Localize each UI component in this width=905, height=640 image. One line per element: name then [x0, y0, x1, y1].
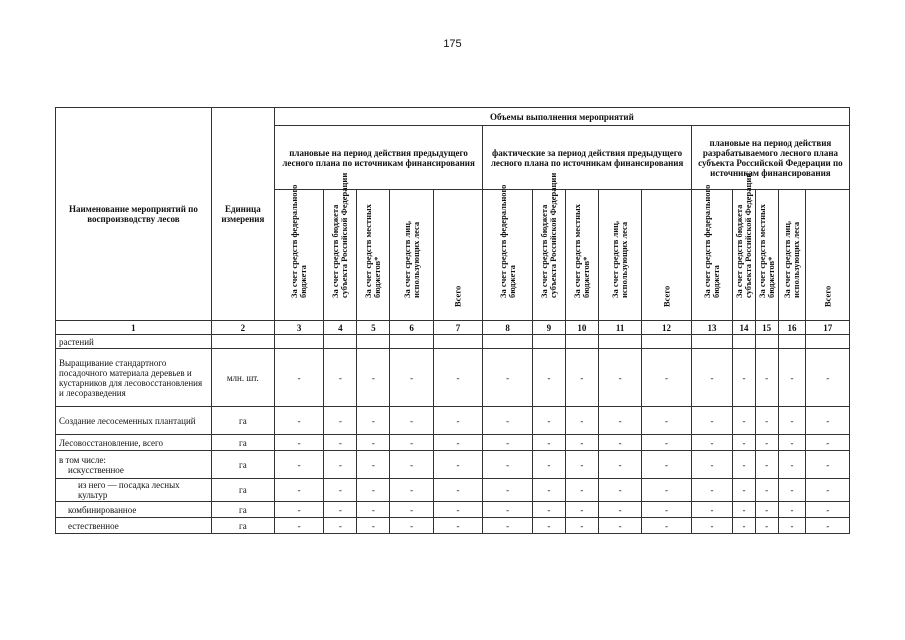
- value-cell: -: [733, 502, 756, 518]
- value-cell: -: [778, 349, 806, 407]
- header-subcolumn: [691, 184, 732, 321]
- column-number: 17: [806, 321, 850, 335]
- value-cell: -: [691, 451, 732, 479]
- value-cell: -: [642, 518, 692, 534]
- value-cell: -: [390, 349, 433, 407]
- value-cell: -: [806, 435, 850, 451]
- row-name: Выращивание стандартного посадочного материала деревьев и кустарников для лесовосстановления и лесоразведения: [56, 349, 212, 407]
- value-cell: [483, 335, 533, 349]
- value-cell: -: [598, 479, 641, 502]
- value-cell: -: [357, 479, 390, 502]
- header-subcolumn-label: Всего: [661, 285, 672, 307]
- value-cell: [532, 335, 565, 349]
- header-subcolumn: [357, 190, 390, 321]
- value-cell: -: [642, 502, 692, 518]
- value-cell: -: [357, 435, 390, 451]
- value-cell: [390, 335, 433, 349]
- column-number: 15: [755, 321, 778, 335]
- value-cell: -: [691, 479, 732, 502]
- value-cell: -: [324, 518, 357, 534]
- value-cell: -: [691, 349, 732, 407]
- value-cell: -: [778, 502, 806, 518]
- column-number: 4: [324, 321, 357, 335]
- table-row: [56, 502, 850, 518]
- table-row: [56, 451, 850, 479]
- value-cell: -: [806, 349, 850, 407]
- table-row: [56, 518, 850, 534]
- value-cell: -: [778, 518, 806, 534]
- value-cell: [324, 335, 357, 349]
- value-cell: -: [532, 435, 565, 451]
- value-cell: -: [691, 435, 732, 451]
- value-cell: -: [433, 518, 483, 534]
- header-subcolumn: [778, 190, 806, 321]
- value-cell: -: [733, 451, 756, 479]
- value-cell: -: [755, 407, 778, 435]
- table-row: [56, 335, 850, 349]
- header-subcolumn: [733, 172, 756, 321]
- header-group-planned-previous: плановые на период действия предыдущего лесного плана по источникам финансирования: [274, 126, 483, 190]
- value-cell: -: [390, 502, 433, 518]
- value-cell: [733, 335, 756, 349]
- column-number: 8: [483, 321, 533, 335]
- header-subcolumn: [274, 184, 324, 321]
- header-subcolumn: [324, 172, 357, 321]
- value-cell: -: [806, 518, 850, 534]
- value-cell: -: [755, 451, 778, 479]
- value-cell: -: [691, 502, 732, 518]
- value-cell: -: [324, 407, 357, 435]
- value-cell: -: [642, 349, 692, 407]
- value-cell: -: [755, 435, 778, 451]
- value-cell: -: [778, 479, 806, 502]
- header-subcolumn-label: За счет средств федерального бюджета: [289, 184, 309, 298]
- header-subcolumn-label: За счет средств федерального бюджета: [497, 184, 517, 298]
- column-number: 9: [532, 321, 565, 335]
- row-unit: га: [211, 479, 274, 502]
- value-cell: -: [433, 502, 483, 518]
- value-cell: -: [565, 502, 598, 518]
- header-subcolumn-label: Всего: [822, 285, 833, 307]
- value-cell: -: [324, 451, 357, 479]
- value-cell: -: [274, 518, 324, 534]
- value-cell: -: [483, 479, 533, 502]
- value-cell: -: [806, 407, 850, 435]
- header-subcolumn-label: За счет средств лиц, использующих леса: [781, 220, 801, 298]
- header-subcolumn: [806, 190, 850, 321]
- table-row: [56, 349, 850, 407]
- value-cell: [274, 335, 324, 349]
- value-cell: -: [598, 502, 641, 518]
- column-number: 16: [778, 321, 806, 335]
- value-cell: -: [565, 435, 598, 451]
- value-cell: -: [324, 479, 357, 502]
- value-cell: -: [755, 518, 778, 534]
- value-cell: -: [532, 451, 565, 479]
- row-name: Создание лесосеменных плантаций: [56, 407, 212, 435]
- value-cell: -: [778, 435, 806, 451]
- value-cell: -: [755, 479, 778, 502]
- value-cell: -: [565, 407, 598, 435]
- value-cell: -: [483, 349, 533, 407]
- value-cell: -: [565, 451, 598, 479]
- value-cell: -: [390, 518, 433, 534]
- row-name: Лесовосстановление, всего: [56, 435, 212, 451]
- header-subcolumn-label: За счет средств бюджета субъекта Российской Федерации: [538, 172, 558, 298]
- row-unit: га: [211, 502, 274, 518]
- value-cell: -: [274, 502, 324, 518]
- header-subcolumn: [433, 190, 483, 321]
- value-cell: -: [274, 451, 324, 479]
- value-cell: -: [357, 451, 390, 479]
- header-subcolumn-label: За счет средств бюджета субъекта Российской Федерации: [330, 172, 350, 298]
- header-unit: Единица измерения: [211, 108, 274, 321]
- column-number: 3: [274, 321, 324, 335]
- value-cell: [357, 335, 390, 349]
- value-cell: -: [433, 349, 483, 407]
- value-cell: -: [357, 407, 390, 435]
- value-cell: -: [390, 479, 433, 502]
- value-cell: -: [357, 349, 390, 407]
- value-cell: -: [324, 435, 357, 451]
- value-cell: [433, 335, 483, 349]
- table-row: [56, 479, 850, 502]
- value-cell: -: [733, 479, 756, 502]
- header-subcolumn: [532, 172, 565, 321]
- column-number: 13: [691, 321, 732, 335]
- value-cell: -: [565, 349, 598, 407]
- table-row: [56, 435, 850, 451]
- row-unit: га: [211, 407, 274, 435]
- row-unit: млн. шт.: [211, 349, 274, 407]
- value-cell: -: [598, 518, 641, 534]
- value-cell: -: [733, 518, 756, 534]
- value-cell: -: [642, 407, 692, 435]
- value-cell: -: [755, 349, 778, 407]
- table-row: [56, 407, 850, 435]
- value-cell: -: [778, 451, 806, 479]
- value-cell: -: [483, 518, 533, 534]
- value-cell: -: [324, 502, 357, 518]
- header-group-planned-new: плановые на период действия разрабатываемого лесного плана субъекта Российской Федерации по источникам финансирования: [691, 126, 849, 190]
- header-subcolumn-label: За счет средств лиц, использующих леса: [401, 220, 421, 298]
- value-cell: [565, 335, 598, 349]
- value-cell: -: [598, 407, 641, 435]
- row-unit: га: [211, 451, 274, 479]
- header-subcolumn-label: За счет средств бюджета субъекта Российской Федерации: [733, 172, 753, 298]
- header-subcolumn: [755, 190, 778, 321]
- value-cell: -: [433, 407, 483, 435]
- value-cell: -: [390, 451, 433, 479]
- header-subcolumn: [390, 190, 433, 321]
- value-cell: -: [598, 451, 641, 479]
- value-cell: -: [532, 518, 565, 534]
- value-cell: -: [565, 518, 598, 534]
- row-name: комбинированное: [56, 502, 212, 518]
- value-cell: -: [274, 435, 324, 451]
- row-name: из него — посадка лесных культур: [56, 479, 212, 502]
- value-cell: -: [532, 502, 565, 518]
- value-cell: -: [598, 435, 641, 451]
- header-subcolumn: [483, 184, 533, 321]
- value-cell: -: [806, 479, 850, 502]
- value-cell: -: [778, 407, 806, 435]
- column-number: 7: [433, 321, 483, 335]
- column-number: 2: [211, 321, 274, 335]
- value-cell: -: [642, 435, 692, 451]
- reforestation-table: [55, 107, 850, 534]
- value-cell: -: [433, 451, 483, 479]
- row-unit: га: [211, 435, 274, 451]
- value-cell: -: [532, 407, 565, 435]
- column-number: 5: [357, 321, 390, 335]
- row-unit: га: [211, 518, 274, 534]
- value-cell: -: [565, 479, 598, 502]
- value-cell: [598, 335, 641, 349]
- header-volumes: Объемы выполнения мероприятий: [274, 108, 849, 126]
- value-cell: -: [433, 435, 483, 451]
- value-cell: -: [642, 451, 692, 479]
- value-cell: -: [733, 435, 756, 451]
- value-cell: -: [755, 502, 778, 518]
- header-subcolumn: [642, 190, 692, 321]
- value-cell: -: [274, 349, 324, 407]
- value-cell: -: [483, 451, 533, 479]
- value-cell: -: [532, 349, 565, 407]
- value-cell: -: [324, 349, 357, 407]
- header-group-actual-previous: фактические за период действия предыдущего лесного плана по источникам финансирования: [483, 126, 692, 190]
- column-number: 6: [390, 321, 433, 335]
- page-number: 175: [443, 38, 462, 50]
- header-subcolumn-label: За счет средств местных бюджетов*: [571, 204, 591, 298]
- header-subcolumn: [565, 190, 598, 321]
- row-unit: [211, 335, 274, 349]
- header-subcolumn-label: За счет средств местных бюджетов*: [756, 204, 776, 298]
- value-cell: -: [274, 407, 324, 435]
- value-cell: -: [532, 479, 565, 502]
- value-cell: -: [483, 435, 533, 451]
- value-cell: -: [390, 435, 433, 451]
- value-cell: -: [806, 502, 850, 518]
- header-subcolumn-label: За счет средств лиц, использующих леса: [610, 220, 630, 298]
- value-cell: -: [357, 502, 390, 518]
- row-name: в том числе: искусственное: [56, 451, 212, 479]
- column-number: 10: [565, 321, 598, 335]
- value-cell: -: [733, 349, 756, 407]
- column-number: 12: [642, 321, 692, 335]
- header-subcolumn-label: За счет средств местных бюджетов*: [363, 204, 383, 298]
- value-cell: -: [806, 451, 850, 479]
- header-subcolumn-label: Всего: [452, 285, 463, 307]
- value-cell: -: [357, 518, 390, 534]
- header-name: Наименование мероприятий по воспроизводству лесов: [56, 108, 212, 321]
- value-cell: -: [483, 502, 533, 518]
- row-name: естественное: [56, 518, 212, 534]
- value-cell: [691, 335, 732, 349]
- value-cell: -: [642, 479, 692, 502]
- value-cell: -: [274, 479, 324, 502]
- value-cell: [755, 335, 778, 349]
- value-cell: -: [691, 407, 732, 435]
- value-cell: -: [433, 479, 483, 502]
- value-cell: -: [691, 518, 732, 534]
- value-cell: -: [390, 407, 433, 435]
- value-cell: [806, 335, 850, 349]
- column-number: 11: [598, 321, 641, 335]
- value-cell: -: [598, 349, 641, 407]
- header-subcolumn-label: За счет средств федерального бюджета: [701, 184, 721, 298]
- row-name: растений: [56, 335, 212, 349]
- value-cell: -: [483, 407, 533, 435]
- value-cell: -: [733, 407, 756, 435]
- value-cell: [778, 335, 806, 349]
- value-cell: [642, 335, 692, 349]
- header-subcolumn: [598, 190, 641, 321]
- column-number: 1: [56, 321, 212, 335]
- column-number: 14: [733, 321, 756, 335]
